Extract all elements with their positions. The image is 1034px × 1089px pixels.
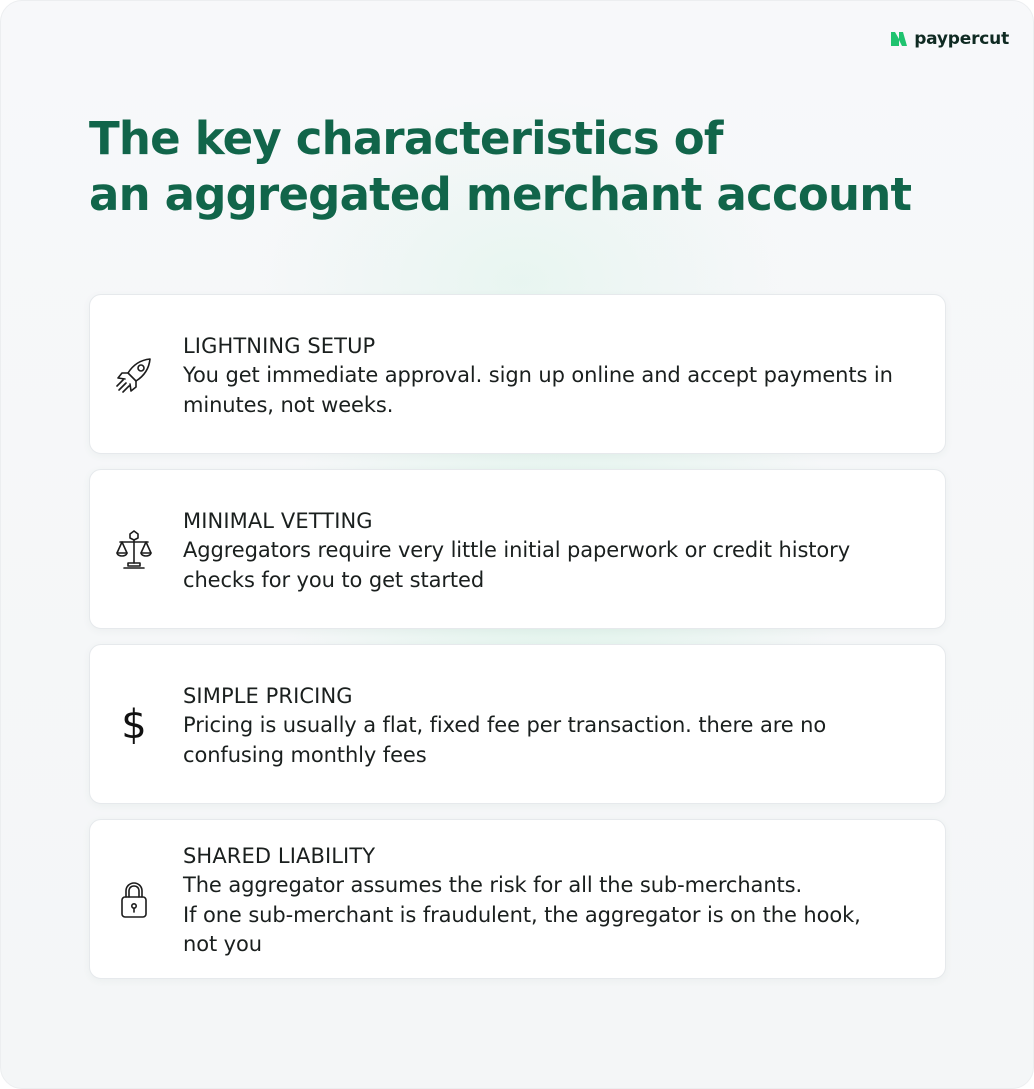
card-description-line: Pricing is usually a flat, fixed fee per transaction. there are no [183, 713, 827, 737]
card-description-line: If one sub-merchant is fraudulent, the aggregator is on the hook, [183, 902, 861, 927]
card-shared-liability [89, 819, 946, 979]
brand-logo [890, 29, 1009, 49]
card-description [183, 536, 933, 595]
card-title: LIGHTNING SETUP [183, 334, 376, 358]
card-description-line: checks for you to get started [183, 567, 485, 592]
card-description-line: The aggregator assumes the risk for all the sub-merchants. [183, 873, 803, 897]
card-description [183, 871, 933, 960]
card-description-line: minutes, not weeks. [183, 392, 394, 417]
card-text [183, 507, 933, 595]
dollar-icon: $ [121, 702, 147, 748]
card-simple-pricing [89, 644, 946, 804]
card-description [183, 361, 933, 420]
brand-mark-icon [890, 31, 908, 47]
brand-name: paypercut [914, 29, 1009, 49]
card-text [183, 842, 933, 960]
card-lightning-setup [89, 294, 946, 454]
card-description [183, 711, 933, 770]
card-title: MINIMAL VETTING [183, 509, 373, 533]
padlock-icon [110, 876, 158, 924]
card-text [183, 332, 933, 420]
page-title-line-2: an aggregated merchant account [89, 168, 912, 221]
card-title: SHARED LIABILITY [183, 844, 376, 868]
card-title: SIMPLE PRICING [183, 684, 353, 708]
page-title-line-1: The key characteristics of [89, 112, 723, 165]
card-description-line: Aggregators require very little initial paperwork or credit history [183, 538, 851, 562]
scales-icon [110, 525, 158, 573]
card-description-line: not you [183, 932, 262, 956]
card-text [183, 682, 933, 770]
card-minimal-vetting [89, 469, 946, 629]
page-title [89, 111, 949, 223]
card-description-line: You get immediate approval. sign up online and accept payments in [183, 363, 893, 387]
card-description-line: confusing monthly fees [183, 742, 427, 767]
rocket-icon [110, 351, 158, 399]
